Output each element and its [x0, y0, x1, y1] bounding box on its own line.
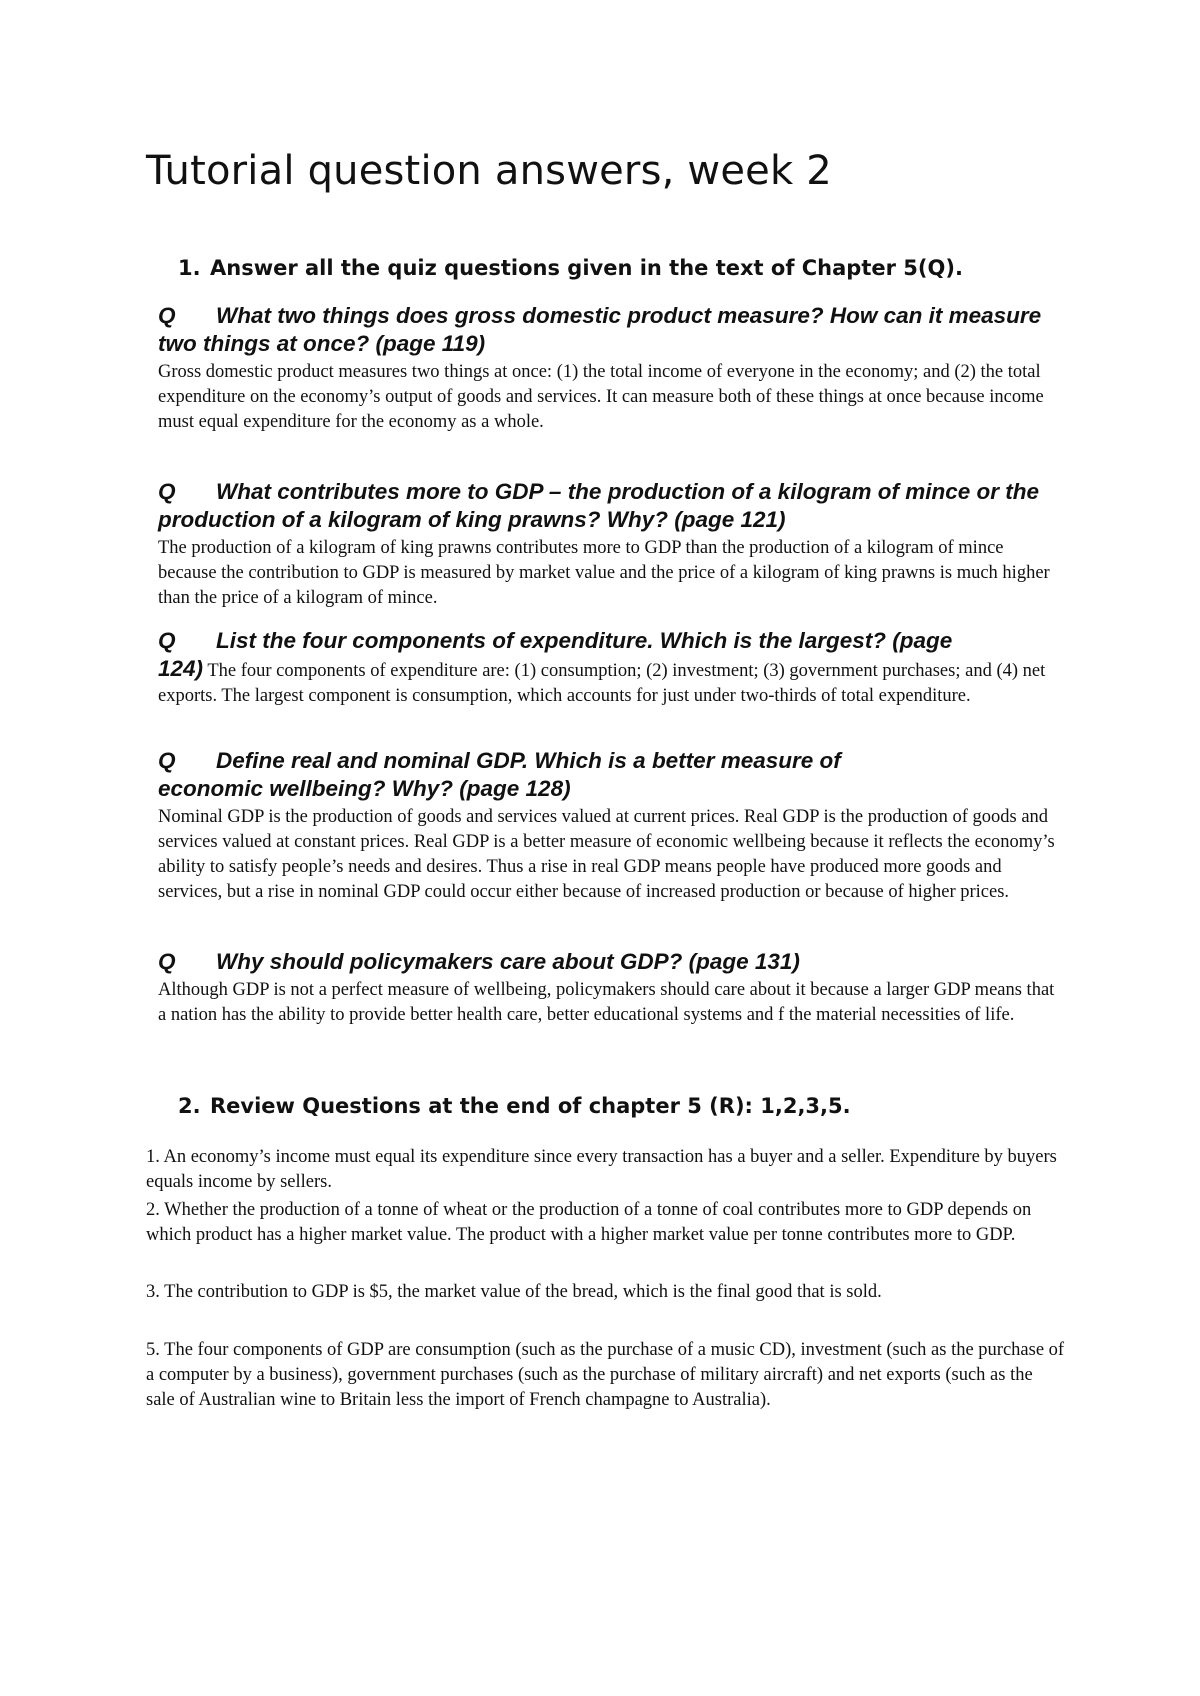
question-text-continued: 124): [158, 656, 204, 681]
quiz-question: [158, 302, 1058, 358]
quiz-item-3: [158, 627, 1058, 709]
section-1-number: 1.: [178, 256, 201, 280]
section-2-heading: [178, 1094, 851, 1118]
quiz-question: [158, 478, 1058, 534]
quiz-answer: Nominal GDP is the production of goods and services valued at current prices. Real GDP is the production of goods and services valued at constant prices. Real GDP is a better measure of economic wellbeing because it reflects the economy’s ability to satisfy people’s needs and desires. Thus a rise in real GDP means people have produced more goods and services, but a rise in nominal GDP could occur either because of increased production or because of higher prices.: [158, 807, 1055, 902]
question-marker: Q: [158, 479, 176, 504]
quiz-item-2: [158, 478, 1058, 611]
section-2-title: Review Questions at the end of chapter 5 (R): 1,2,3,5.: [210, 1094, 851, 1118]
section-2-number: 2.: [178, 1094, 201, 1118]
review-answer-2: 2. Whether the production of a tonne of wheat or the production of a tonne of coal contributes more to GDP depends on which product has a higher market value. The product with a higher market value per tonne contributes more to GDP.: [146, 1200, 1032, 1245]
page-title: Tutorial question answers, week 2: [146, 148, 832, 194]
quiz-answer: The four components of expenditure are: (1) consumption; (2) investment; (3) government purchases; and (4) net exports. The largest component is consumption, which accounts for just under two-thirds of total expenditure.: [158, 661, 1046, 706]
quiz-answer: Gross domestic product measures two things at once: (1) the total income of everyone in the economy; and (2) the total expenditure on the economy’s output of goods and services. It can measure both of these things at once because income must equal expenditure for the economy as a whole.: [158, 362, 1044, 432]
quiz-answer-block: [158, 655, 1058, 709]
question-marker: Q: [158, 748, 176, 773]
question-text: Define real and nominal GDP. Which is a better measure of economic wellbeing? Why? (page 128): [158, 748, 841, 801]
quiz-question: [158, 948, 1058, 976]
quiz-answer: Although GDP is not a perfect measure of wellbeing, policymakers should care about it because a larger GDP means that a nation has the ability to provide better health care, better educational systems and f the material necessities of life.: [158, 980, 1055, 1025]
section-1-heading: [178, 256, 963, 280]
question-text: What contributes more to GDP – the production of a kilogram of mince or the production of a kilogram of king prawns? Why? (page 121): [158, 479, 1039, 532]
quiz-item-4: [158, 747, 1058, 905]
review-answer-3: 3. The contribution to GDP is $5, the market value of the bread, which is the final good that is sold.: [146, 1282, 882, 1302]
quiz-question: [158, 747, 918, 803]
question-text: What two things does gross domestic product measure? How can it measure two things at once? (page 119): [158, 303, 1042, 356]
section-1-title: Answer all the quiz questions given in the text of Chapter 5(Q).: [210, 256, 963, 280]
quiz-question: [158, 627, 1058, 655]
review-answer-1: 1. An economy’s income must equal its expenditure since every transaction has a buyer and a seller. Expenditure by buyers equals income by sellers.: [146, 1147, 1057, 1192]
question-text: Why should policymakers care about GDP? (page 131): [216, 949, 800, 974]
question-marker: Q: [158, 949, 176, 974]
question-text: List the four components of expenditure. Which is the largest? (page: [216, 628, 953, 653]
quiz-item-5: [158, 948, 1058, 1028]
quiz-item-1: [158, 302, 1058, 435]
question-marker: Q: [158, 628, 176, 653]
question-marker: Q: [158, 303, 176, 328]
review-answer-5: 5. The four components of GDP are consumption (such as the purchase of a music CD), investment (such as the purchase of a computer by a business), government purchases (such as the purchase of military aircraft) and net exports (such as the sale of Australian wine to Britain less the import of French champagne to Australia).: [146, 1340, 1065, 1410]
quiz-answer: The production of a kilogram of king prawns contributes more to GDP than the production of a kilogram of mince because the contribution to GDP is measured by market value and the price of a kilogram of king prawns is much higher than the price of a kilogram of mince.: [158, 538, 1050, 608]
